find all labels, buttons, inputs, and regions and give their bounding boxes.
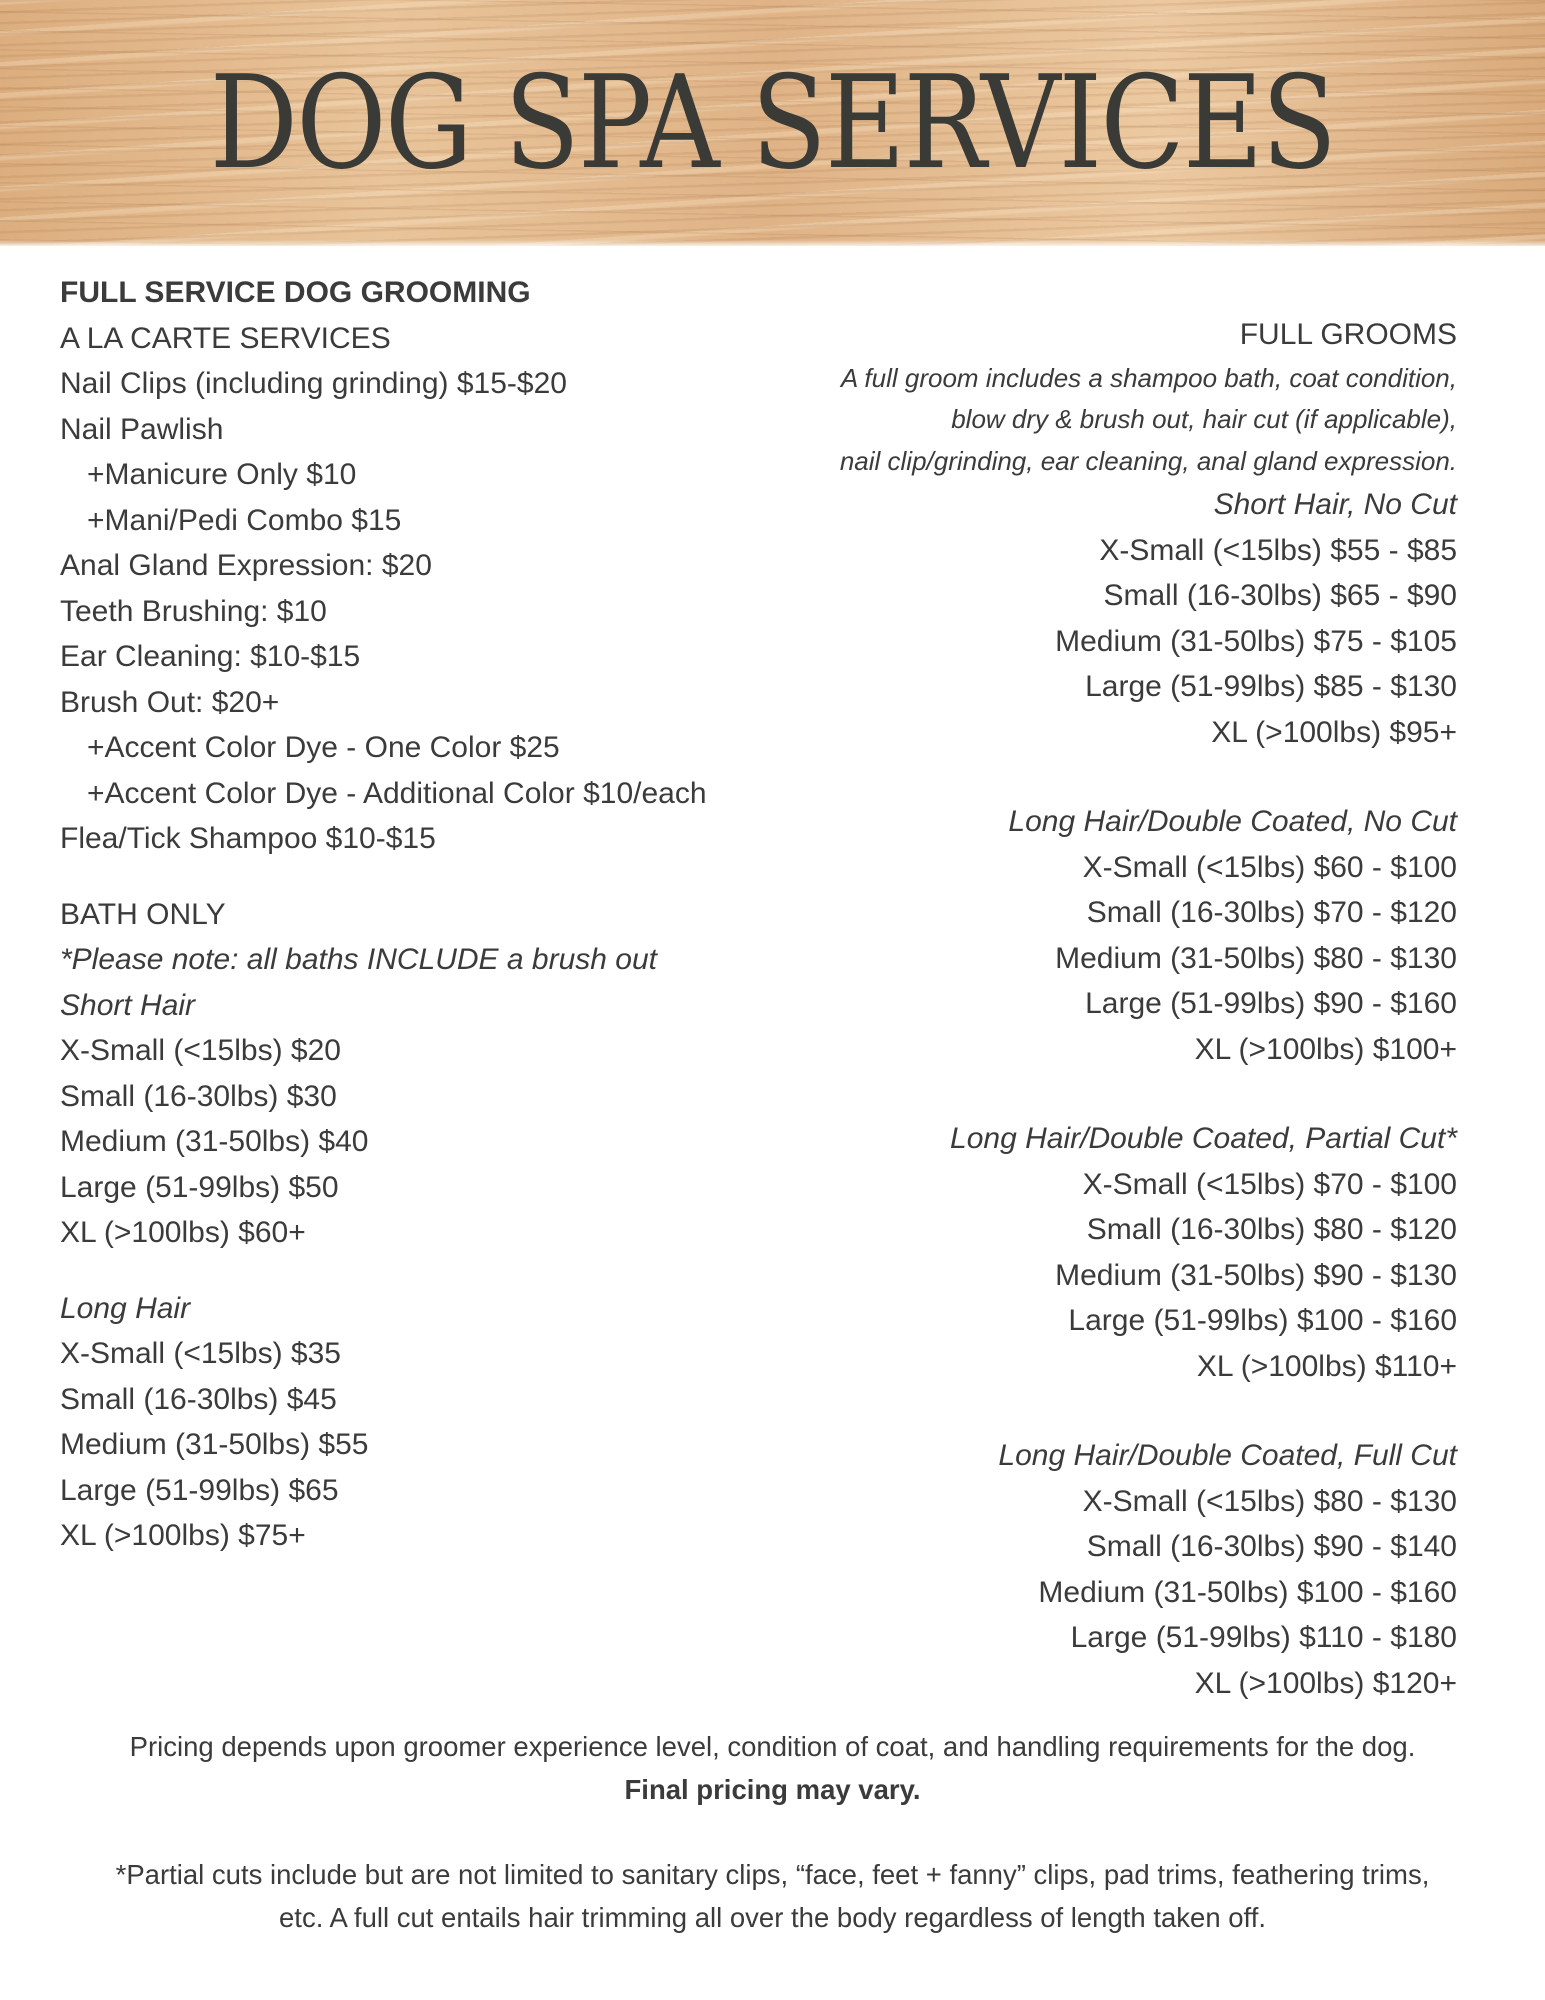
- right-column: [697, 312, 1457, 1706]
- left-column: [60, 270, 760, 1559]
- list-item: Small (16-30lbs) $65 - $90: [1103, 579, 1457, 612]
- bath-note: *Please note: all baths INCLUDE a brush out: [60, 943, 657, 976]
- list-item: Ear Cleaning: $10-$15: [60, 640, 361, 673]
- list-item: Large (51-99lbs) $110 - $180: [1070, 1621, 1457, 1654]
- full-grooms-title: FULL GROOMS: [1239, 318, 1457, 351]
- partial-cut-footnote: [0, 1853, 1545, 1939]
- spacer: [697, 755, 1457, 799]
- list-item: Medium (31-50lbs) $40: [60, 1125, 369, 1158]
- full-groom-description: nail clip/grinding, ear cleaning, anal gland expression.: [839, 445, 1457, 476]
- group-title: Long Hair/Double Coated, No Cut: [1008, 805, 1457, 838]
- list-item: X-Small (<15lbs) $70 - $100: [1082, 1167, 1457, 1201]
- wood-banner: [0, 0, 1545, 246]
- short-hair-title: Short Hair: [60, 988, 196, 1022]
- list-item: Medium (31-50lbs) $80 - $130: [1055, 941, 1457, 975]
- bath-only-title: BATH ONLY: [60, 897, 226, 931]
- partial-note-line: *Partial cuts include but are not limited to sanitary clips, “face, feet + fanny” clips, pad trims, feathering trims,: [115, 1859, 1430, 1890]
- list-item: Teeth Brushing: $10: [60, 594, 327, 628]
- list-item: +Accent Color Dye - Additional Color $10/each: [87, 776, 707, 810]
- list-item: +Manicure Only $10: [87, 458, 357, 491]
- spacer: [60, 862, 760, 892]
- list-item: Medium (31-50lbs) $100 - $160: [1038, 1575, 1457, 1609]
- group-title: Long Hair/Double Coated, Full Cut: [998, 1439, 1457, 1472]
- spacer: [697, 1389, 1457, 1433]
- spacer: [697, 1072, 1457, 1116]
- full-groom-description: A full groom includes a shampoo bath, coat condition,: [840, 362, 1457, 393]
- a-la-carte-title: A LA CARTE SERVICES: [60, 321, 391, 355]
- list-item: XL (>100lbs) $110+: [1196, 1349, 1457, 1383]
- page-title: DOG SPA SERVICES: [209, 49, 1336, 198]
- list-item: +Accent Color Dye - One Color $25: [87, 731, 560, 764]
- list-item: Large (51-99lbs) $85 - $130: [1085, 670, 1457, 703]
- list-item: X-Small (<15lbs) $55 - $85: [1099, 533, 1457, 567]
- list-item: Small (16-30lbs) $45: [60, 1382, 337, 1416]
- list-item: X-Small (<15lbs) $80 - $130: [1082, 1484, 1457, 1518]
- list-item: Brush Out: $20+: [60, 685, 280, 719]
- list-item: X-Small (<15lbs) $35: [60, 1337, 341, 1370]
- list-item: Large (51-99lbs) $65: [60, 1473, 339, 1507]
- list-item: XL (>100lbs) $120+: [1194, 1666, 1457, 1700]
- list-item: Nail Clips (including grinding) $15-$20: [60, 367, 567, 400]
- list-item: Flea/Tick Shampoo $10-$15: [60, 822, 436, 855]
- spacer: [60, 1256, 760, 1286]
- list-item: Large (51-99lbs) $90 - $160: [1085, 987, 1457, 1020]
- list-item: Large (51-99lbs) $50: [60, 1170, 339, 1204]
- list-item: Small (16-30lbs) $70 - $120: [1086, 896, 1457, 929]
- list-item: Large (51-99lbs) $100 - $160: [1068, 1304, 1457, 1337]
- list-item: X-Small (<15lbs) $60 - $100: [1082, 850, 1457, 884]
- section-heading: FULL SERVICE DOG GROOMING: [60, 276, 531, 309]
- long-hair-title: Long Hair: [60, 1291, 191, 1325]
- partial-note-line: etc. A full cut entails hair trimming all over the body regardless of length taken off.: [279, 1902, 1266, 1933]
- full-groom-description: blow dry & brush out, hair cut (if applicable),: [951, 404, 1457, 434]
- pricing-footer: [0, 1725, 1545, 1811]
- list-item: Small (16-30lbs) $80 - $120: [1086, 1213, 1457, 1246]
- list-item: Medium (31-50lbs) $55: [60, 1428, 369, 1461]
- list-item: XL (>100lbs) $60+: [60, 1216, 306, 1249]
- list-item: XL (>100lbs) $100+: [1194, 1032, 1457, 1066]
- list-item: Medium (31-50lbs) $75 - $105: [1055, 624, 1457, 658]
- list-item: XL (>100lbs) $95+: [1211, 715, 1457, 749]
- list-item: Small (16-30lbs) $90 - $140: [1086, 1530, 1457, 1563]
- pricing-note: Pricing depends upon groomer experience level, condition of coat, and handling requirements for the dog.: [129, 1731, 1416, 1762]
- list-item: Medium (31-50lbs) $90 - $130: [1055, 1258, 1457, 1292]
- list-item: Small (16-30lbs) $30: [60, 1079, 337, 1113]
- list-item: Anal Gland Expression: $20: [60, 549, 432, 582]
- list-item: +Mani/Pedi Combo $15: [87, 503, 402, 537]
- list-item: Nail Pawlish: [60, 412, 224, 446]
- list-item: X-Small (<15lbs) $20: [60, 1034, 341, 1067]
- list-item: XL (>100lbs) $75+: [60, 1519, 306, 1552]
- group-title: Short Hair, No Cut: [1213, 488, 1457, 521]
- group-title: Long Hair/Double Coated, Partial Cut*: [950, 1122, 1457, 1155]
- final-pricing-note: Final pricing may vary.: [624, 1774, 921, 1805]
